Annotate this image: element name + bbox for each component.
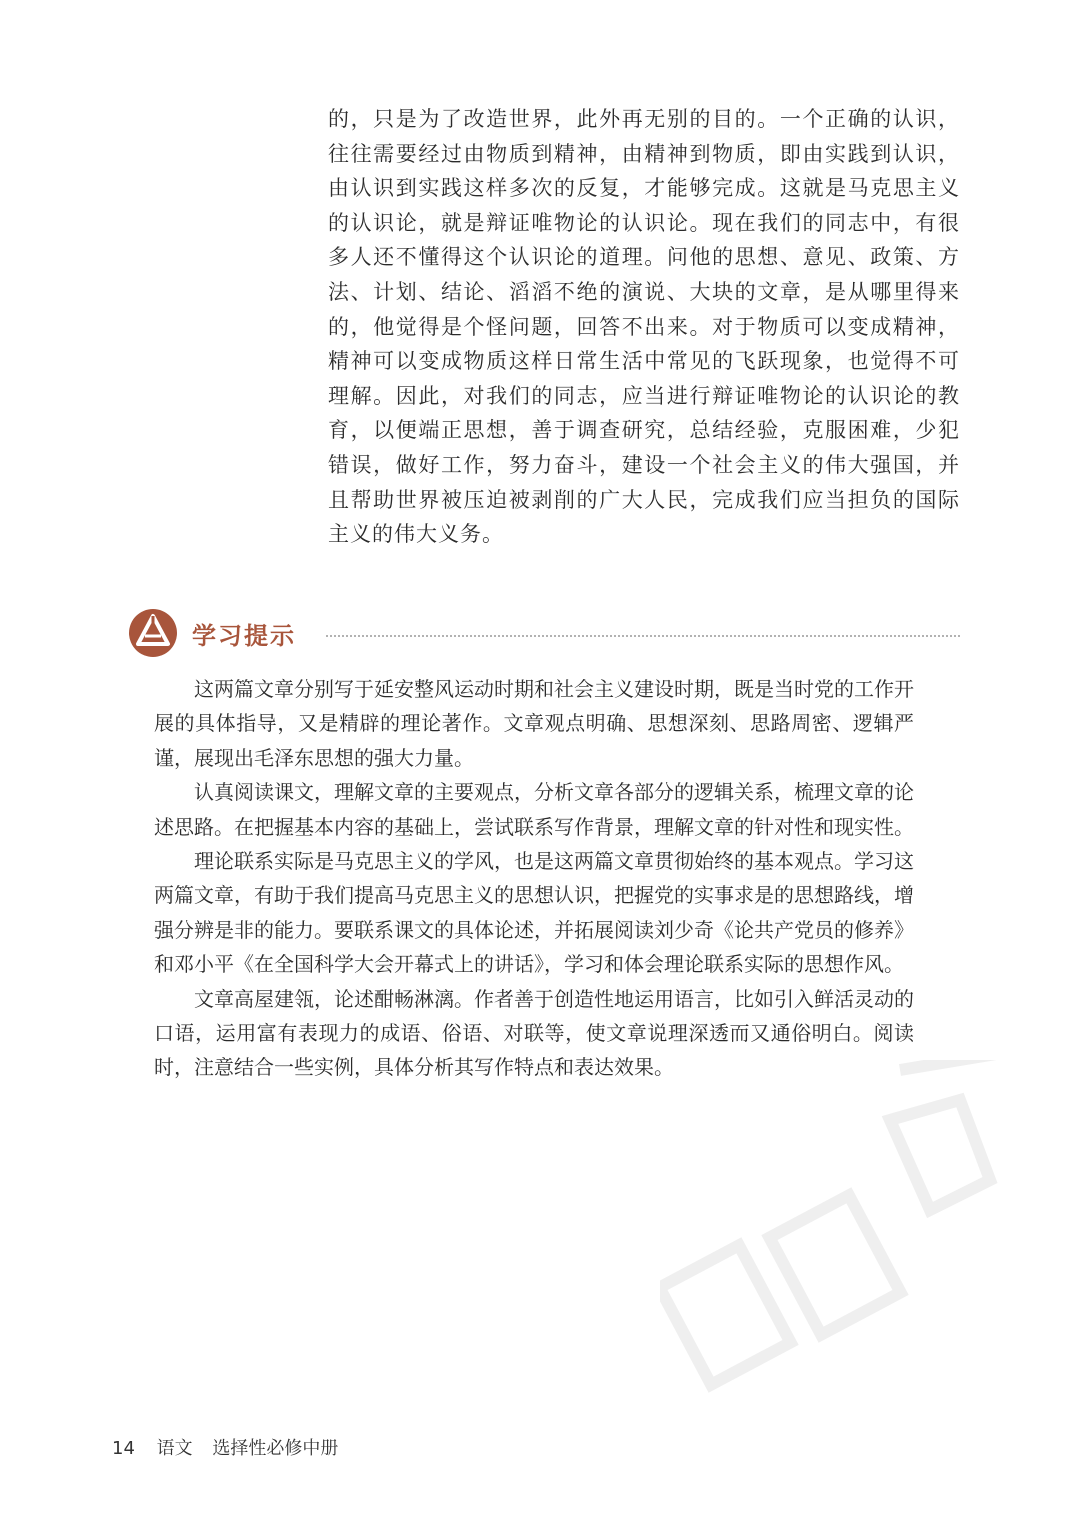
tips-paragraph-2: 认真阅读课文，理解文章的主要观点，分析文章各部分的逻辑关系，梳理文章的论述思路。在把握基本内容的基础上，尝试联系写作背景，理解文章的针对性和现实性。 <box>154 780 914 839</box>
tips-paragraph-1: 这两篇文章分别写于延安整风运动时期和社会主义建设时期，既是当时党的工作开展的具体指导，又是精辟的理论著作。文章观点明确、思想深刻、思路周密、逻辑严谨，展现出毛泽东思想的强大力量。 <box>154 677 914 770</box>
learning-tips-icon <box>128 608 178 658</box>
learning-tips <box>154 672 914 1085</box>
book-name: 选择性必修中册 <box>212 1438 339 1459</box>
watermark-graphic <box>660 1060 1040 1400</box>
main-body-paragraph: 的，只是为了改造世界，此外再无别的目的。一个正确的认识，往往需要经过由物质到精神，由精神到物质，即由实践到认识，由认识到实践这样多次的反复，才能够完成。这就是马克思主义的认识论，就是辩证唯物论的认识论。现在我们的同志中，有很多人还不懂得这个认识论的道理。问他的思想、意见、政策、方法、计划、结论、滔滔不绝的演说、大块的文章，是从哪里得来的，他觉得是个怪问题，回答不出来。对于物质可以变成精神，精神可以变成物质这样日常生活中常见的飞跃现象，也觉得不可理解。因此，对我们的同志，应当进行辩证唯物论的认识论的教育，以便端正思想，善于调查研究，总结经验，克服困难，少犯错误，做好工作，努力奋斗，建设一个社会主义的伟大强国，并且帮助世界被压迫被剥削的广大人民，完成我们应当担负的国际主义的伟大义务。 <box>328 107 960 547</box>
tips-paragraph-3: 理论联系实际是马克思主义的学风，也是这两篇文章贯彻始终的基本观点。学习这两篇文章，有助于我们提高马克思主义的思想认识，把握党的实事求是的思想路线，增强分辨是非的能力。要联系课文的具体论述，并拓展阅读刘少奇《论共产党员的修养》和邓小平《在全国科学大会开幕式上的讲话》，学习和体会理论联系实际的思想作风。 <box>154 849 914 977</box>
tips-paragraph-4: 文章高屋建瓴，论述酣畅淋漓。作者善于创造性地运用语言，比如引入鲜活灵动的口语，运用富有表现力的成语、俗语、对联等，使文章说理深透而又通俗明白。阅读时，注意结合一些实例，具体分析其写作特点和表达效果。 <box>154 986 914 1080</box>
dotted-divider <box>326 635 960 637</box>
subject-name: 语文 <box>156 1438 193 1459</box>
section-header <box>128 604 960 664</box>
page-number: 14 <box>112 1438 135 1459</box>
section-title: 学习提示 <box>192 622 296 650</box>
page-footer <box>112 1434 352 1460</box>
